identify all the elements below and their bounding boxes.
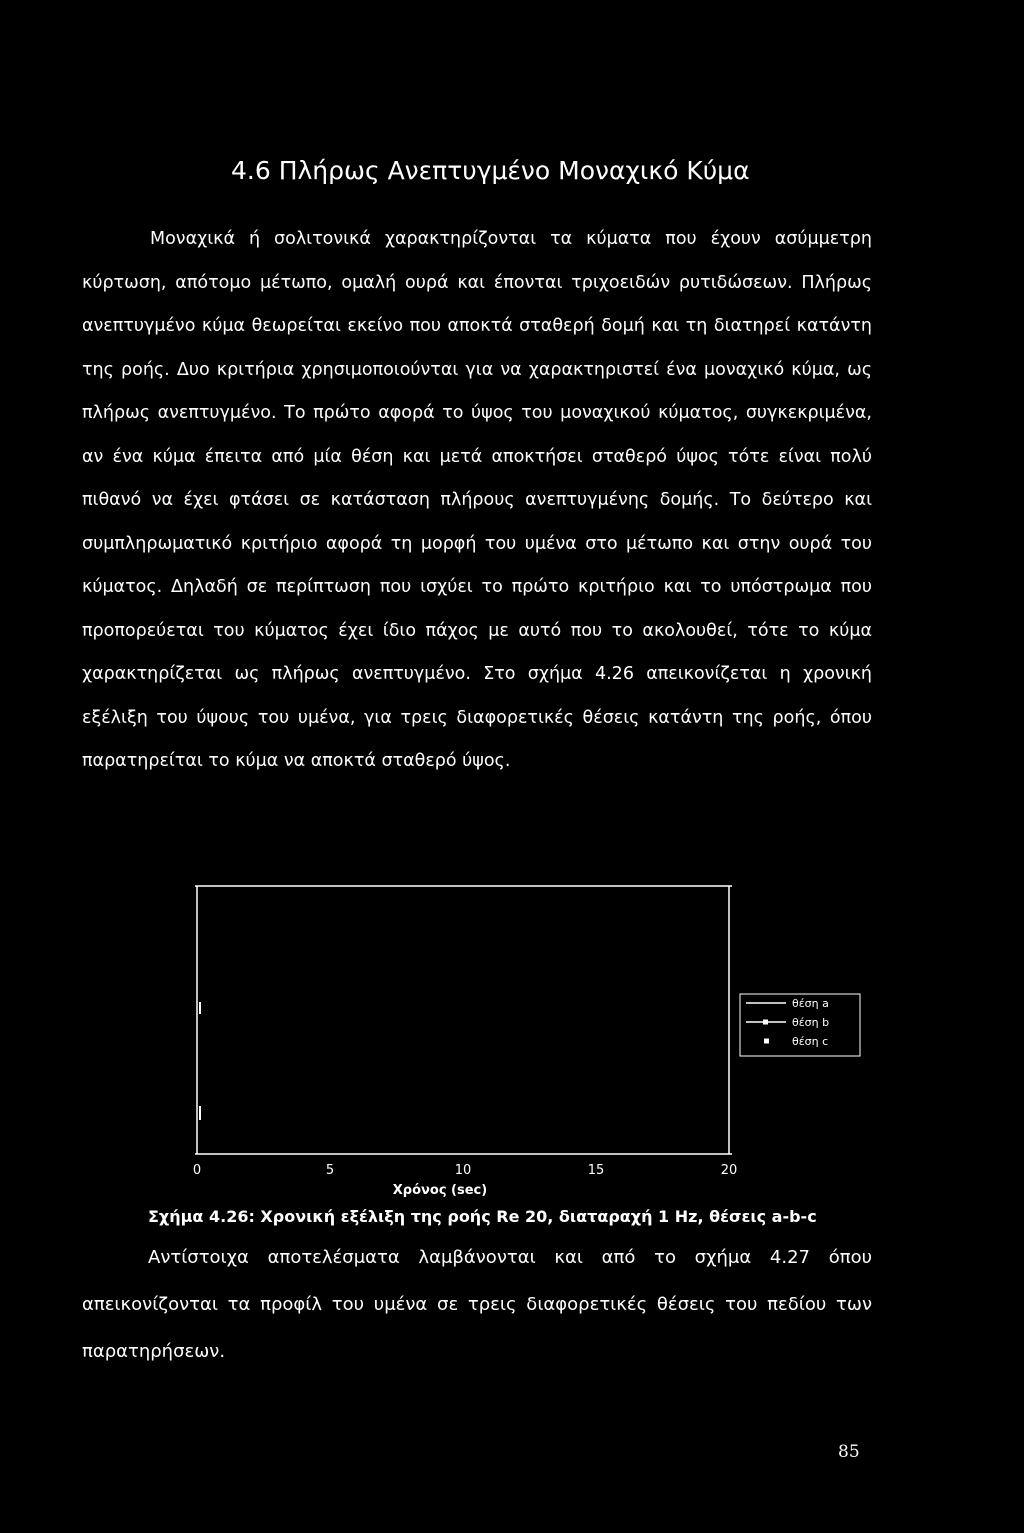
x-axis-ticks xyxy=(193,1163,737,1178)
chart-svg xyxy=(180,882,830,1202)
figure-chart xyxy=(180,882,830,1202)
x-tick-label: 10 xyxy=(454,1163,472,1178)
body-paragraph-2: Αντίστοιχα αποτελέσματα λαμβάνονται και από το σχήμα 4.27 όπου απεικονίζονται τα προφίλ του υμένα σε τρεις διαφορετικές θέσεις του πεδίου των παρατηρήσεων. xyxy=(82,1247,872,1362)
x-tick-label: 0 xyxy=(192,1163,202,1178)
x-tick-label: 5 xyxy=(325,1163,335,1178)
x-tick-label: 20 xyxy=(720,1163,738,1178)
legend-label: θέση a xyxy=(792,997,829,1010)
x-axis-label: Χρόνος (sec) xyxy=(392,1183,488,1198)
legend-marker xyxy=(764,1039,769,1044)
section-title: 4.6 Πλήρως Ανεπτυγμένο Μοναχικό Κύμα xyxy=(231,156,750,185)
body-paragraph: Μοναχικά ή σολιτονικά χαρακτηρίζονται τα κύματα που έχουν ασύμμετρη κύρτωση, απότομο μέτωπο, ομαλή ουρά και έπονται τριχοειδών ρυτιδώσεων. Πλήρως ανεπτυγμένο κύμα θεωρείται εκείνο που αποκτά σταθερή δομή και τη διατηρεί κατάντη της ροής. Δυο κριτήρια χρησιμοποιούνται για να χαρακτηριστεί ένα μοναχικό κύμα, ως πλήρως ανεπτυγμένο. Το πρώτο αφορά το ύψος του μοναχικού κύματος, συγκεκριμένα, αν ένα κύμα έπειτα από μία θέση και μετά αποκτήσει σταθερό ύψος τότε είναι πολύ πιθανό να έχει φτάσει σε κατάσταση πλήρους ανεπτυγμένης δομής. Το δεύτερο και συμπληρωματικό κριτήριο αφορά τη μορφή του υμένα στο μέτωπο και στην ουρά του κύματος. Δηλαδή σε περίπτωση που ισχύει το πρώτο κριτήριο και το υπόστρωμα που προπορεύεται του κύματος έχει ίδιο πάχος με αυτό που το ακολουθεί, τότε το κύμα χαρακτηρίζεται ως πλήρως ανεπτυγμένο. Στο σχήμα 4.26 απεικονίζεται η χρονική εξέλιξη του ύψους του υμένα, για τρεις διαφορετικές θέσεις κατάντη της ροής, όπου παρατηρείται το κύμα να αποκτά σταθερό ύψος. xyxy=(82,229,872,771)
legend-marker xyxy=(763,1020,768,1025)
chart-legend xyxy=(740,994,860,1056)
x-tick-label: 15 xyxy=(587,1163,605,1178)
legend-label: θέση c xyxy=(792,1035,829,1048)
page-number: 85 xyxy=(838,1442,860,1462)
figure-caption: Σχήμα 4.26: Χρονική εξέλιξη της ροής Re 20, διαταραχή 1 Hz, θέσεις a-b-c xyxy=(148,1207,817,1226)
legend-label: θέση b xyxy=(792,1016,830,1029)
